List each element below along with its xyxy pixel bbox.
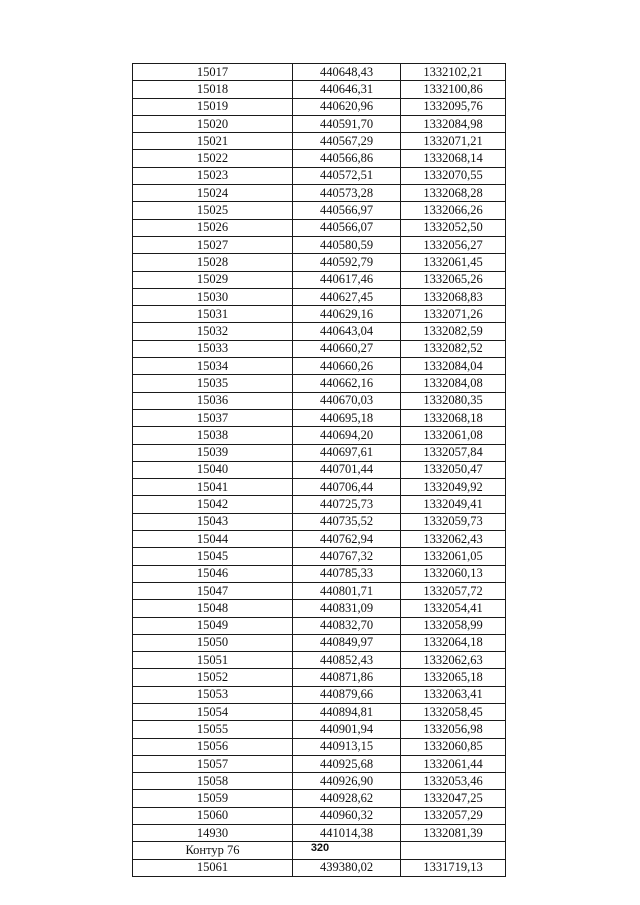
y-coordinate-cell: 1332049,41 (401, 496, 506, 513)
x-coordinate-cell: 440592,79 (293, 254, 401, 271)
table-row (133, 271, 506, 288)
x-coordinate-cell: 440660,27 (293, 340, 401, 357)
table-row (133, 358, 506, 375)
x-coordinate-cell: 440879,66 (293, 686, 401, 703)
point-number-cell: 15043 (133, 513, 293, 530)
y-coordinate-cell: 1332084,98 (401, 115, 506, 132)
point-number-cell: 15021 (133, 133, 293, 150)
point-number-cell: 15031 (133, 306, 293, 323)
y-coordinate-cell: 1332082,59 (401, 323, 506, 340)
table-row (133, 236, 506, 253)
x-coordinate-cell: 440566,97 (293, 202, 401, 219)
x-coordinate-cell: 440960,32 (293, 807, 401, 824)
point-number-cell: 15034 (133, 358, 293, 375)
y-coordinate-cell: 1332068,14 (401, 150, 506, 167)
point-number-cell: 15026 (133, 219, 293, 236)
table-row (133, 496, 506, 513)
table-row (133, 340, 506, 357)
table-row (133, 617, 506, 634)
point-number-cell: 15033 (133, 340, 293, 357)
y-coordinate-cell: 1332071,26 (401, 306, 506, 323)
table-row (133, 548, 506, 565)
y-coordinate-cell: 1332080,35 (401, 392, 506, 409)
page-number: 320 (310, 842, 330, 854)
table-row (133, 531, 506, 548)
x-coordinate-cell: 440694,20 (293, 427, 401, 444)
y-coordinate-cell: 1332060,13 (401, 565, 506, 582)
coordinates-table-body (133, 64, 506, 877)
x-coordinate-cell: 440617,46 (293, 271, 401, 288)
point-number-cell: 15058 (133, 773, 293, 790)
table-row (133, 669, 506, 686)
x-coordinate-cell: 440697,61 (293, 444, 401, 461)
y-coordinate-cell: 1332084,04 (401, 358, 506, 375)
table-row (133, 133, 506, 150)
coordinates-table (132, 63, 506, 877)
table-row (133, 479, 506, 496)
point-number-cell: 15040 (133, 461, 293, 478)
table-row (133, 773, 506, 790)
point-number-cell: 15023 (133, 167, 293, 184)
x-coordinate-cell: 440785,33 (293, 565, 401, 582)
x-coordinate-cell: 440629,16 (293, 306, 401, 323)
table-row (133, 219, 506, 236)
point-number-cell: 15057 (133, 755, 293, 772)
x-coordinate-cell: 440928,62 (293, 790, 401, 807)
table-row (133, 115, 506, 132)
y-coordinate-cell: 1332066,26 (401, 202, 506, 219)
point-number-cell: 15041 (133, 479, 293, 496)
x-coordinate-cell: 440591,70 (293, 115, 401, 132)
y-coordinate-cell: 1332059,73 (401, 513, 506, 530)
x-coordinate-cell: 440735,52 (293, 513, 401, 530)
table-row (133, 721, 506, 738)
point-number-cell: 15028 (133, 254, 293, 271)
x-coordinate-cell: 440662,16 (293, 375, 401, 392)
point-number-cell: 15036 (133, 392, 293, 409)
table-row (133, 81, 506, 98)
y-coordinate-cell: 1332070,55 (401, 167, 506, 184)
y-coordinate-cell: 1332081,39 (401, 825, 506, 842)
y-coordinate-cell: 1332057,29 (401, 807, 506, 824)
point-number-cell: 15051 (133, 652, 293, 669)
y-coordinate-cell: 1332058,99 (401, 617, 506, 634)
x-coordinate-cell: 440660,26 (293, 358, 401, 375)
x-coordinate-cell: 440762,94 (293, 531, 401, 548)
x-coordinate-cell: 440913,15 (293, 738, 401, 755)
x-coordinate-cell: 440767,32 (293, 548, 401, 565)
point-number-cell: 15025 (133, 202, 293, 219)
x-coordinate-cell: 440648,43 (293, 64, 401, 81)
y-coordinate-cell: 1332052,50 (401, 219, 506, 236)
table-row (133, 634, 506, 651)
y-coordinate-cell: 1332063,41 (401, 686, 506, 703)
table-row (133, 150, 506, 167)
x-coordinate-cell: 440566,07 (293, 219, 401, 236)
table-row (133, 790, 506, 807)
x-coordinate-cell: 440926,90 (293, 773, 401, 790)
point-number-cell: 15055 (133, 721, 293, 738)
y-coordinate-cell: 1332062,43 (401, 531, 506, 548)
y-coordinate-cell: 1332057,84 (401, 444, 506, 461)
point-number-cell: 15039 (133, 444, 293, 461)
table-row (133, 825, 506, 842)
x-coordinate-cell: 440695,18 (293, 409, 401, 426)
y-coordinate-cell: 1332060,85 (401, 738, 506, 755)
y-coordinate-cell: 1332061,44 (401, 755, 506, 772)
y-coordinate-cell: 1332049,92 (401, 479, 506, 496)
point-number-cell: 15045 (133, 548, 293, 565)
point-number-cell: 15046 (133, 565, 293, 582)
table-row (133, 461, 506, 478)
x-coordinate-cell: 440620,96 (293, 98, 401, 115)
point-number-cell: 15054 (133, 703, 293, 720)
y-coordinate-cell: 1332068,83 (401, 288, 506, 305)
x-coordinate-cell: 441014,38 (293, 825, 401, 842)
table-row (133, 738, 506, 755)
table-row (133, 185, 506, 202)
x-coordinate-cell: 440925,68 (293, 755, 401, 772)
table-row (133, 600, 506, 617)
y-coordinate-cell: 1332084,08 (401, 375, 506, 392)
y-coordinate-cell: 1332053,46 (401, 773, 506, 790)
table-row (133, 323, 506, 340)
point-number-cell: 14930 (133, 825, 293, 842)
point-number-cell: 15027 (133, 236, 293, 253)
table-row (133, 755, 506, 772)
point-number-cell: 15061 (133, 859, 293, 876)
table-row (133, 652, 506, 669)
y-coordinate-cell: 1332062,63 (401, 652, 506, 669)
y-coordinate-cell: 1332061,08 (401, 427, 506, 444)
point-number-cell: 15049 (133, 617, 293, 634)
y-coordinate-cell: 1332068,18 (401, 409, 506, 426)
table-row (133, 98, 506, 115)
y-coordinate-cell: 1332095,76 (401, 98, 506, 115)
y-coordinate-cell: 1332071,21 (401, 133, 506, 150)
table-row (133, 167, 506, 184)
table-row (133, 306, 506, 323)
y-coordinate-cell: 1332054,41 (401, 600, 506, 617)
point-number-cell: 15048 (133, 600, 293, 617)
point-number-cell: 15024 (133, 185, 293, 202)
y-coordinate-cell: 1332065,18 (401, 669, 506, 686)
point-number-cell: 15047 (133, 582, 293, 599)
point-number-cell: 15029 (133, 271, 293, 288)
point-number-cell: 15044 (133, 531, 293, 548)
y-coordinate-cell: 1332100,86 (401, 81, 506, 98)
y-coordinate-cell: 1331719,13 (401, 859, 506, 876)
x-coordinate-cell: 440567,29 (293, 133, 401, 150)
point-number-cell: 15038 (133, 427, 293, 444)
table-row (133, 859, 506, 876)
y-coordinate-cell: 1332056,27 (401, 236, 506, 253)
point-number-cell: 15017 (133, 64, 293, 81)
x-coordinate-cell: 440901,94 (293, 721, 401, 738)
table-row (133, 513, 506, 530)
point-number-cell: 15060 (133, 807, 293, 824)
table-row (133, 582, 506, 599)
table-row (133, 392, 506, 409)
table-row (133, 565, 506, 582)
x-coordinate-cell: 440566,86 (293, 150, 401, 167)
x-coordinate-cell: 440572,51 (293, 167, 401, 184)
table-row (133, 807, 506, 824)
x-coordinate-cell: 440646,31 (293, 81, 401, 98)
point-number-cell: 15022 (133, 150, 293, 167)
point-number-cell: 15030 (133, 288, 293, 305)
x-coordinate-cell: 440725,73 (293, 496, 401, 513)
point-number-cell: 15032 (133, 323, 293, 340)
point-number-cell: 15056 (133, 738, 293, 755)
table-row (133, 64, 506, 81)
x-coordinate-cell: 440627,45 (293, 288, 401, 305)
x-coordinate-cell: 440871,86 (293, 669, 401, 686)
y-coordinate-cell: 1332102,21 (401, 64, 506, 81)
table-row (133, 444, 506, 461)
table-row (133, 375, 506, 392)
x-coordinate-cell: 440801,71 (293, 582, 401, 599)
y-coordinate-cell: 1332058,45 (401, 703, 506, 720)
table-row (133, 703, 506, 720)
table-row (133, 409, 506, 426)
y-coordinate-cell: 1332061,05 (401, 548, 506, 565)
table-row (133, 686, 506, 703)
point-number-cell: 15019 (133, 98, 293, 115)
point-number-cell: 15050 (133, 634, 293, 651)
point-number-cell: 15037 (133, 409, 293, 426)
point-number-cell: 15035 (133, 375, 293, 392)
point-number-cell: Контур 76 (133, 842, 293, 859)
point-number-cell: 15018 (133, 81, 293, 98)
point-number-cell: 15042 (133, 496, 293, 513)
point-number-cell: 15020 (133, 115, 293, 132)
y-coordinate-cell: 1332061,45 (401, 254, 506, 271)
y-coordinate-cell: 1332056,98 (401, 721, 506, 738)
x-coordinate-cell: 440670,03 (293, 392, 401, 409)
point-number-cell: 15053 (133, 686, 293, 703)
x-coordinate-cell: 440849,97 (293, 634, 401, 651)
x-coordinate-cell: 440831,09 (293, 600, 401, 617)
point-number-cell: 15052 (133, 669, 293, 686)
table-row (133, 202, 506, 219)
table-row (133, 288, 506, 305)
table-row (133, 254, 506, 271)
y-coordinate-cell: 1332047,25 (401, 790, 506, 807)
x-coordinate-cell: 440852,43 (293, 652, 401, 669)
y-coordinate-cell: 1332057,72 (401, 582, 506, 599)
y-coordinate-cell: 1332068,28 (401, 185, 506, 202)
x-coordinate-cell: 440706,44 (293, 479, 401, 496)
x-coordinate-cell: 440894,81 (293, 703, 401, 720)
x-coordinate-cell: 440701,44 (293, 461, 401, 478)
y-coordinate-cell: 1332082,52 (401, 340, 506, 357)
y-coordinate-cell: 1332065,26 (401, 271, 506, 288)
x-coordinate-cell: 440573,28 (293, 185, 401, 202)
table-row (133, 427, 506, 444)
x-coordinate-cell: 439380,02 (293, 859, 401, 876)
x-coordinate-cell: 440580,59 (293, 236, 401, 253)
y-coordinate-cell: 1332050,47 (401, 461, 506, 478)
x-coordinate-cell: 440643,04 (293, 323, 401, 340)
point-number-cell: 15059 (133, 790, 293, 807)
y-coordinate-cell: 1332064,18 (401, 634, 506, 651)
x-coordinate-cell: 440832,70 (293, 617, 401, 634)
